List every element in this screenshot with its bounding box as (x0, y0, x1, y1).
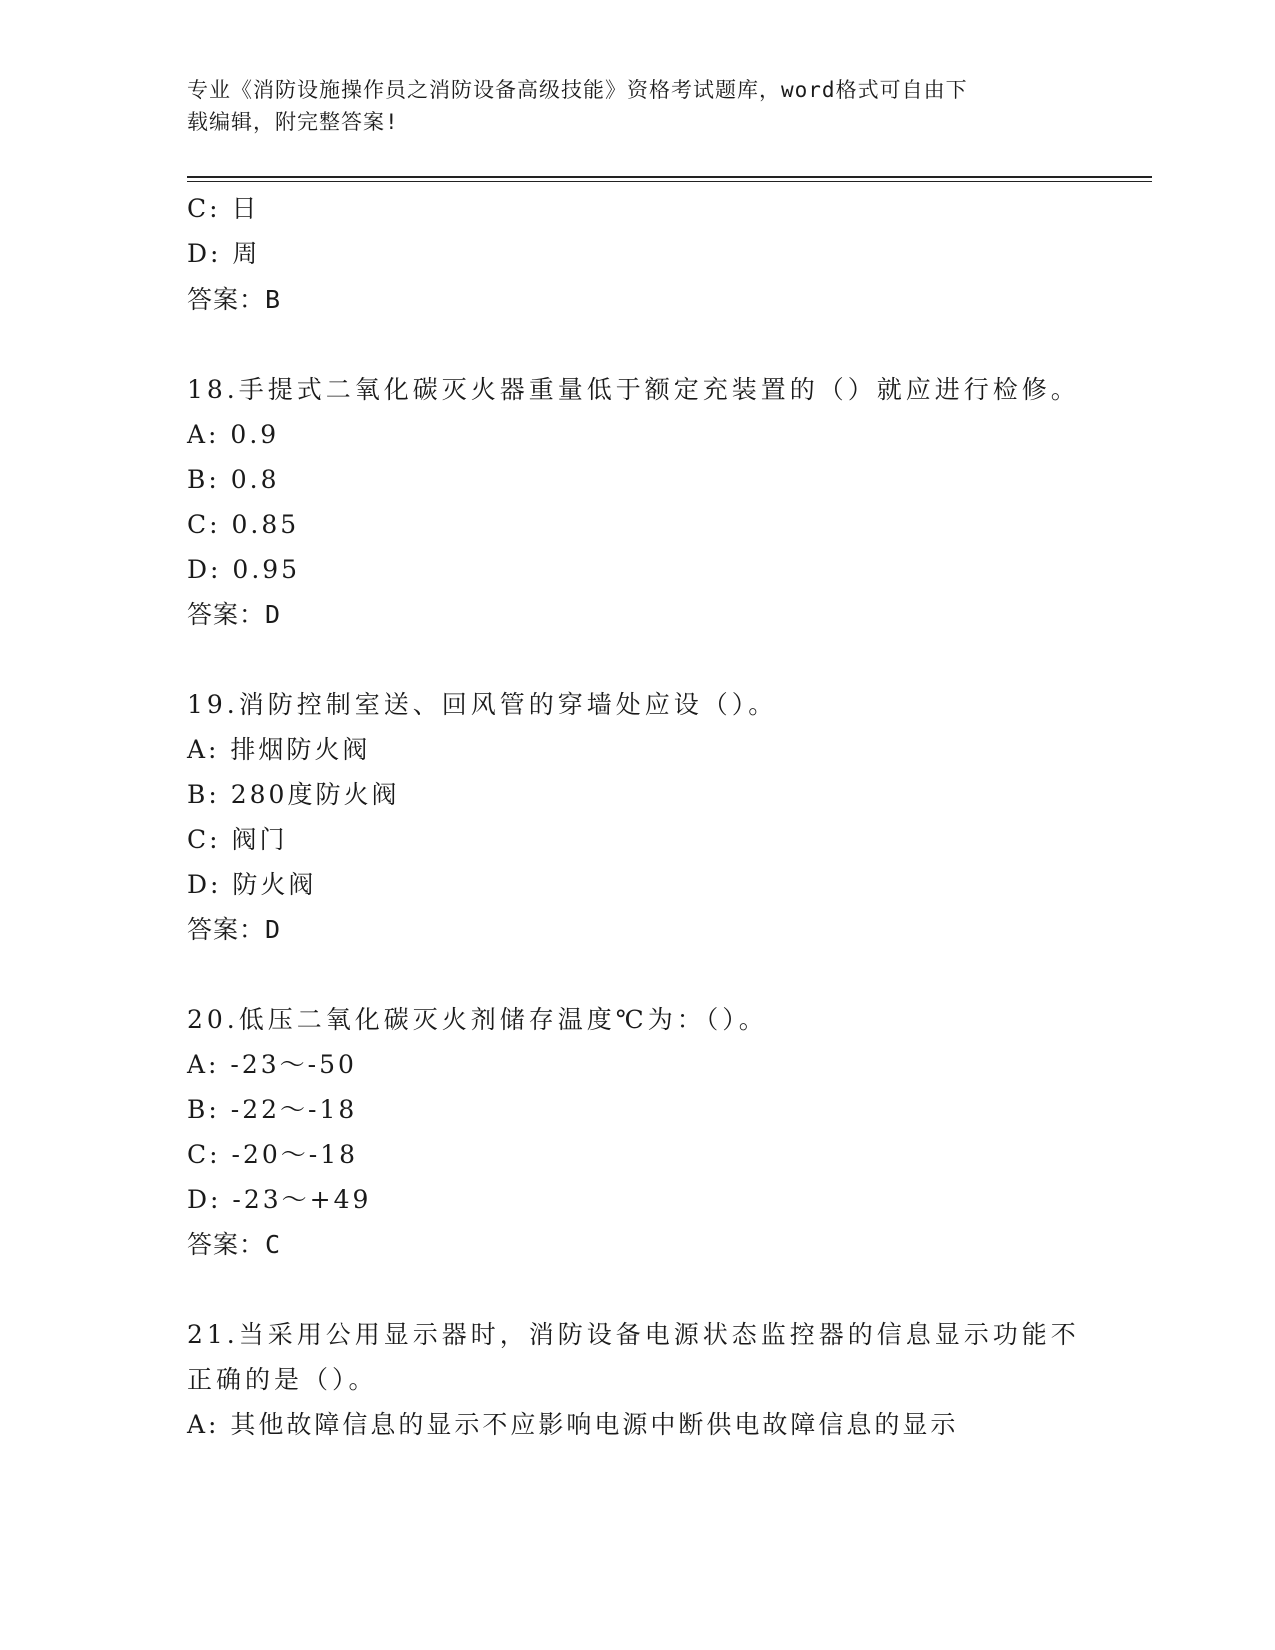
option-d: D: -23～+49 (187, 1185, 372, 1214)
option-c: C: 日 (187, 194, 260, 223)
answer-label: 答案：C (187, 1230, 282, 1259)
option-c: C: -20～-18 (187, 1140, 359, 1169)
option-c: C: 阀门 (187, 825, 288, 854)
option-b: B: 0.8 (187, 465, 280, 494)
header-line-1: 专业《消防设施操作员之消防设备高级技能》资格考试题库，word格式可自由下 (187, 78, 968, 102)
option-a: A: 排烟防火阀 (187, 735, 371, 764)
header-divider-thin (187, 181, 1152, 182)
answer-label: 答案：B (187, 285, 282, 314)
question-18: 18.手提式二氧化碳灭火器重量低于额定充装置的（）就应进行检修。 (187, 375, 1080, 404)
document-header (187, 74, 1067, 138)
question-19: 19.消防控制室送、回风管的穿墙处应设（）。 (187, 690, 778, 719)
header-divider-thick (187, 176, 1152, 178)
answer-label: 答案：D (187, 600, 282, 629)
option-d: D: 0.95 (187, 555, 301, 584)
option-c: C: 0.85 (187, 510, 300, 539)
answer-label: 答案：D (187, 915, 282, 944)
option-b: B: -22～-18 (187, 1095, 358, 1124)
option-d: D: 防火阀 (187, 870, 317, 899)
option-a: A: 0.9 (187, 420, 280, 449)
question-20: 20.低压二氧化碳灭火剂储存温度℃为：（）。 (187, 1005, 768, 1034)
header-line-2: 载编辑，附完整答案! (187, 110, 399, 134)
option-a: A: -23～-50 (187, 1050, 357, 1079)
question-21-line-1: 21.当采用公用显示器时，消防设备电源状态监控器的信息显示功能不 (187, 1320, 1080, 1349)
option-b: B: 280度防火阀 (187, 780, 400, 809)
option-d: D: 周 (187, 239, 261, 268)
question-21-line-2: 正确的是（）。 (187, 1365, 378, 1394)
option-a: A: 其他故障信息的显示不应影响电源中断供电故障信息的显示 (187, 1410, 959, 1439)
